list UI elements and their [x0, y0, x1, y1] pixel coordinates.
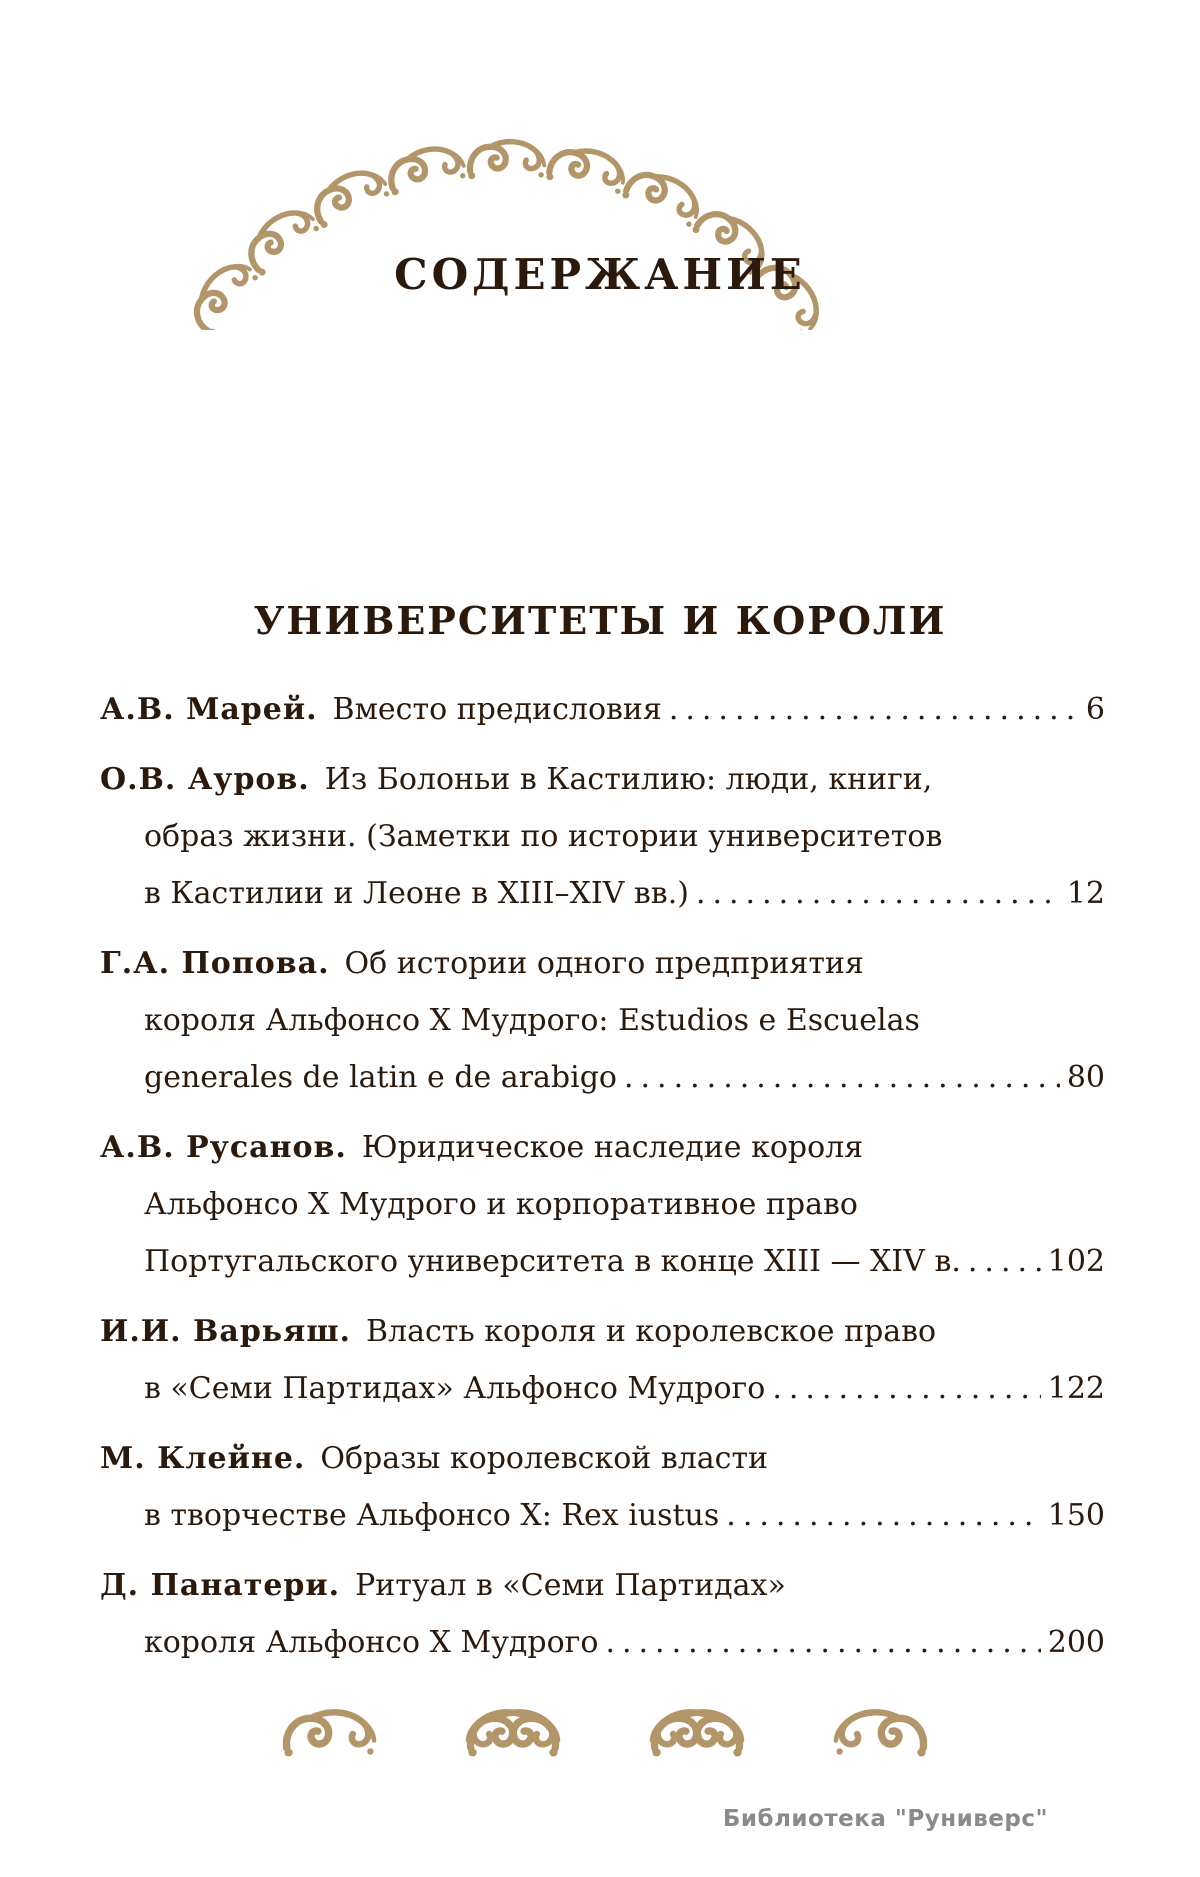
- toc-entry-line: [100, 1303, 1105, 1360]
- toc-entry-title-text: Португальского университета в конце XIII — XIV в.: [144, 1244, 961, 1279]
- toc-entry-line: [100, 751, 1105, 808]
- toc-entry: [100, 1303, 1105, 1417]
- toc-entry-title-text: Вместо предисловия: [332, 692, 662, 727]
- toc-entry-title-text: Об истории одного предприятия: [344, 946, 864, 981]
- toc-entry-title-text: Власть короля и королевское право: [366, 1314, 937, 1349]
- toc-entry-line: [100, 1233, 1105, 1290]
- toc-entry-line: [100, 1487, 1105, 1544]
- toc-entry-title-text: короля Альфонсо X Мудрого: Estudios e Escuelas: [144, 1003, 920, 1038]
- table-of-contents: [100, 681, 1105, 1684]
- toc-entry-line: [100, 1360, 1105, 1417]
- toc-entry-line: [100, 992, 1105, 1049]
- page-title: СОДЕРЖАНИЕ: [394, 250, 806, 299]
- toc-entry: [100, 935, 1105, 1106]
- toc-entry-title-text: в «Семи Партидах» Альфонсо Мудрого: [144, 1371, 766, 1406]
- toc-entry-page-number: 102: [1047, 1244, 1105, 1279]
- dot-leader: [624, 1049, 1060, 1106]
- toc-entry-title-text: Юридическое наследие короля: [361, 1130, 864, 1165]
- library-watermark: Библиотека "Руниверс": [722, 1806, 1048, 1832]
- toc-entry-page-number: 12: [1066, 876, 1105, 911]
- toc-entry-line: [100, 1557, 1105, 1614]
- toc-entry-line: [100, 1176, 1105, 1233]
- toc-entry: [100, 1430, 1105, 1544]
- toc-entry-title-text: Из Болоньи в Кастилию: люди, книги,: [324, 762, 933, 797]
- toc-entry-title-text: Ритуал в «Семи Партидах»: [355, 1568, 786, 1603]
- toc-entry-line: [100, 681, 1105, 738]
- toc-entry: [100, 751, 1105, 922]
- toc-entry-author: Д. Панатери.: [100, 1568, 341, 1603]
- toc-entry-author: Г.А. Попова.: [100, 946, 330, 981]
- toc-entry-title-text: в Кастилии и Леоне в XIII–XIV вв.): [144, 876, 689, 911]
- toc-entry-title-text: Альфонсо X Мудрого и корпоративное право: [144, 1187, 858, 1222]
- toc-entry-line: [100, 1049, 1105, 1106]
- dot-leader: [696, 865, 1060, 922]
- toc-entry-author: И.И. Варьяш.: [100, 1314, 352, 1349]
- toc-entry-author: А.В. Марей.: [100, 692, 318, 727]
- toc-entry: [100, 1119, 1105, 1290]
- toc-entry-page-number: 200: [1047, 1625, 1105, 1660]
- toc-entry-page-number: 122: [1047, 1371, 1105, 1406]
- toc-entry-line: [100, 808, 1105, 865]
- dot-leader: [772, 1360, 1040, 1417]
- section-heading: УНИВЕРСИТЕТЫ И КОРОЛИ: [253, 598, 947, 643]
- toc-entry-title-text: Образы королевской власти: [320, 1441, 769, 1476]
- toc-entry-author: М. Клейне.: [100, 1441, 306, 1476]
- dot-leader: [726, 1487, 1040, 1544]
- dot-leader: [669, 681, 1079, 738]
- toc-entry-author: А.В. Русанов.: [100, 1130, 347, 1165]
- toc-entry-page-number: 80: [1066, 1060, 1105, 1095]
- toc-entry-title-text: образ жизни. (Заметки по истории университетов: [144, 819, 943, 854]
- toc-entry-line: [100, 865, 1105, 922]
- scroll-band-ornament-icon: [0, 1703, 1200, 1768]
- toc-entry: [100, 1557, 1105, 1671]
- toc-entry-line: [100, 935, 1105, 992]
- toc-entry-title-text: короля Альфонсо X Мудрого: [144, 1625, 599, 1660]
- toc-entry-page-number: 6: [1085, 692, 1105, 727]
- toc-entry-title-text: generales de latin e de arabigo: [144, 1060, 617, 1095]
- toc-entry: [100, 681, 1105, 738]
- toc-entry-title-text: в творчестве Альфонсо X: Rex iustus: [144, 1498, 720, 1533]
- dot-leader: [968, 1233, 1041, 1290]
- toc-entry-line: [100, 1119, 1105, 1176]
- toc-entry-line: [100, 1614, 1105, 1671]
- toc-entry-line: [100, 1430, 1105, 1487]
- toc-entry-page-number: 150: [1047, 1498, 1105, 1533]
- toc-entry-author: О.В. Ауров.: [100, 762, 310, 797]
- dot-leader: [605, 1614, 1040, 1671]
